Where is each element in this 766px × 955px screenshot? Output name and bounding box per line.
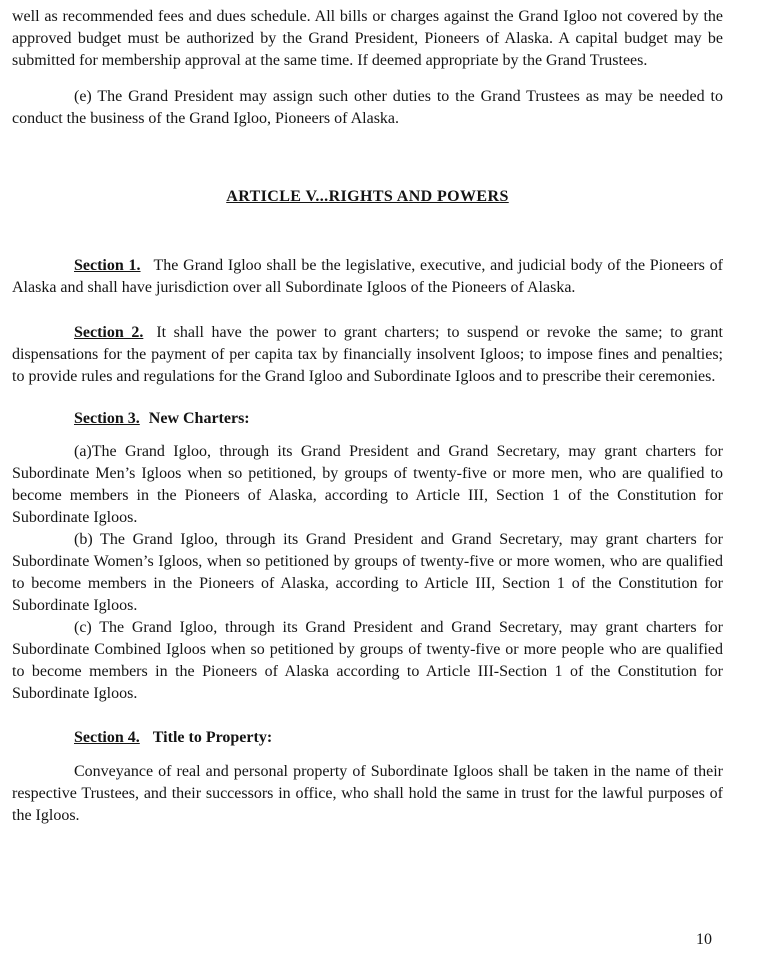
section-1-body: The Grand Igloo shall be the legislative, executive, and judicial body of the Pioneers of Alaska and shall have jurisdiction over all Subordinate Igloos of the Pioneers of Alaska. — [12, 257, 723, 296]
section-3-heading — [12, 408, 723, 430]
section-3-title: New Charters: — [148, 410, 250, 427]
article-v-heading-text: ARTICLE V...RIGHTS AND POWERS — [226, 188, 509, 205]
article-v-heading — [12, 186, 723, 208]
section-4-paragraph: Conveyance of real and personal property of Subordinate Igloos shall be taken in the name of their respective Trustees, and their successors in office, who shall hold the same in trust for the lawful purposes of the Igloos. — [12, 763, 723, 824]
section-1-label: Section 1. — [74, 257, 141, 274]
section-2-paragraph — [12, 322, 723, 388]
section-3-item-c: (c) The Grand Igloo, through its Grand President and Grand Secretary, may grant charters for Subordinate Combined Igloos when so petitioned by groups of twenty-five or more people who are qualified to become members in the Pioneers of Alaska according to Article III-Section 1 of the Constitution for Subordinate Igloos. — [12, 619, 723, 702]
paragraph-budget-continuation: well as recommended fees and dues schedule. All bills or charges against the Grand Igloo not covered by the approved budget must be authorized by the Grand President, Pioneers of Alaska. A capital budget may be submitted for membership approval at the same time. If deemed appropriate by the Grand Trustees. — [12, 8, 723, 69]
section-3-item-a: (a)The Grand Igloo, through its Grand President and Grand Secretary, may grant charters for Subordinate Men’s Igloos when so petitioned, by groups of twenty-five or more men, who are qualified to become members in the Pioneers of Alaska, according to Article III, Section 1 of the Constitution for Subordinate Igloos. — [12, 443, 723, 526]
paragraph-duties-item-e: (e) The Grand President may assign such other duties to the Grand Trustees as may be needed to conduct the business of the Grand Igloo, Pioneers of Alaska. — [12, 88, 723, 127]
page-content — [12, 6, 723, 827]
section-3-item-b: (b) The Grand Igloo, through its Grand President and Grand Secretary, may grant charters for Subordinate Women’s Igloos, when so petitioned by groups of twenty-five or more women, who are qualified to become members in the Pioneers of Alaska, according to Article III, Section 1 of the Constitution for Subordinate Igloos. — [12, 531, 723, 614]
section-3-label: Section 3. — [74, 410, 140, 427]
section-4-title: Title to Property: — [152, 729, 273, 746]
section-4-heading — [12, 727, 723, 749]
section-4-label: Section 4. — [74, 729, 140, 746]
section-2-body: It shall have the power to grant charters; to suspend or revoke the same; to grant dispensations for the payment of per capita tax by financially insolvent Igloos; to impose fines and penalties; to provide rules and regulations for the Grand Igloo and Subordinate Igloos and to prescribe their ceremonies. — [12, 324, 723, 385]
section-2-label: Section 2. — [74, 324, 144, 341]
page-number: 10 — [696, 931, 712, 948]
section-1-paragraph — [12, 255, 723, 299]
